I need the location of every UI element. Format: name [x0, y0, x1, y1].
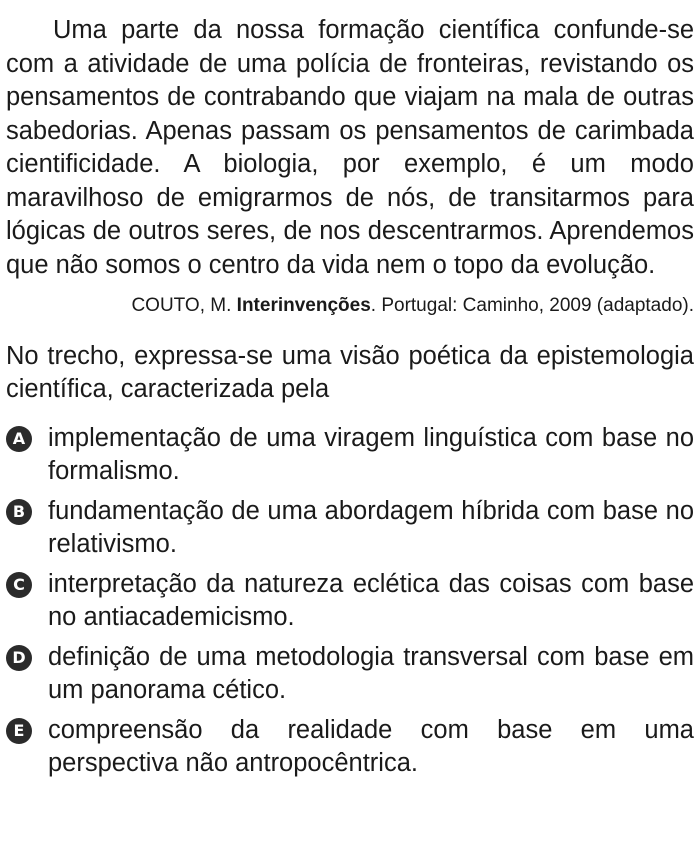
option-b-letter-badge: B [6, 499, 32, 525]
option-e-letter-badge: E [6, 718, 32, 744]
option-a[interactable] [6, 422, 694, 488]
option-c-text: interpretação da natureza eclética das coisas com base no antiacademicismo. [48, 570, 694, 631]
option-e[interactable] [6, 714, 694, 780]
citation-author: COUTO, M. [131, 295, 237, 316]
option-a-letter-badge: A [6, 426, 32, 452]
passage-text: Uma parte da nossa formação científica confunde-se com a atividade de uma polícia de fronteiras, revistando os pensamentos de contrabando que viajam na mala de outras sabedorias. Apenas passam os pensamentos de carimbada cientificidade. A biologia, por exemplo, é um modo maravilhoso de emigrarmos de nós, de transitarmos para lógicas de outros seres, de nos descentrarmos. Aprendemos que não somos o centro da vida nem o topo da evolução. [6, 16, 694, 279]
option-a-text: implementação de uma viragem linguística com base no formalismo. [48, 424, 694, 485]
citation-book-title: Interinvenções [236, 295, 371, 316]
option-b[interactable] [6, 495, 694, 561]
answer-options [6, 422, 694, 780]
option-d[interactable] [6, 641, 694, 707]
citation-publisher: . Portugal: Caminho, 2009 (adaptado). [370, 295, 694, 316]
option-b-text: fundamentação de uma abordagem híbrida com base no relativismo. [48, 497, 694, 558]
option-e-text: compreensão da realidade com base em uma perspectiva não antropocêntrica. [48, 716, 694, 777]
citation [6, 294, 694, 318]
option-d-text: definição de uma metodologia transversal com base em um panorama cético. [48, 643, 694, 704]
option-c[interactable] [6, 568, 694, 634]
option-c-letter-badge: C [6, 572, 32, 598]
question-stem: No trecho, expressa-se uma visão poética da epistemologia científica, caracterizada pela [6, 342, 694, 403]
option-d-letter-badge: D [6, 645, 32, 671]
